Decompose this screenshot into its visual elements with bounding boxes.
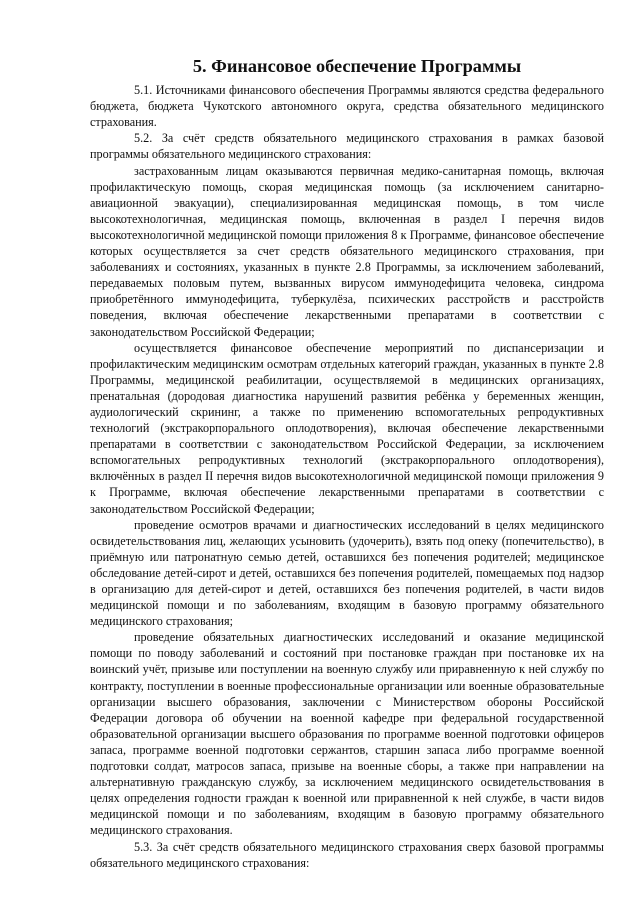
paragraph-military-exams: проведение обязательных диагностических исследований и оказание медицинской помощи по поводу заболеваний и состояний при постановке граждан при постановке их на воинский учёт, призыве или поступлении на военную службу или приравненную к ней службу по контракту, поступлении в военные профессиональные организации или военные образовательные организации высшего образования, заключении с Министерством обороны Российской Федерации договора об обучении на военной кафедре при федеральной государственной образовательной организации высшего образования по программе военной подготовки офицеров запаса, программе военной подготовки сержантов, старшин запаса либо программе военной подготовки солдат, матросов запаса, призыве на военные сборы, а также при направлении на альтернативную гражданскую службу, за исключением медицинского освидетельствования в целях определения годности граждан к военной или приравненной к ней службе, в части видов медицинской помощи и по заболеваниям, входящим в базовую программу обязательного медицинского страхования. [90,630,604,838]
paragraph-5-2: 5.2. За счёт средств обязательного медицинского страхования в рамках базовой программы обязательного медицинского страхования: [90,131,604,162]
paragraph-5-3: 5.3. За счёт средств обязательного медицинского страхования сверх базовой программы обязательного медицинского страхования: [90,839,604,870]
paragraph-adoption-exams: проведение осмотров врачами и диагностических исследований в целях медицинского освидетельствования лиц, желающих усыновить (удочерить), взять под опеку (попечительство), в приёмную или патронатную семью детей, оставшихся без попечения родителей; медицинское обследование детей-сирот и детей, оставшихся без попечения родителей, помещаемых под надзор в организацию для детей-сирот и детей, оставшихся без попечения родителей, в части видов медицинской помощи и по заболеваниям, входящим в базовую программу обязательного медицинского страхования; [90,517,604,629]
paragraph-screening-funding: осуществляется финансовое обеспечение мероприятий по диспансеризации и профилактическим медицинским осмотрам отдельных категорий граждан, указанных в пункте 2.8 Программы, медицинской реабилитации, осуществляемой в медицинских организациях, пренатальная (дородовая диагностика нарушений развития ребёнка у беременных женщин, аудиологический скрининг, а также по применению вспомогательных репродуктивных технологий (экстракорпорального оплодотворения), включая обеспечение лекарственными препаратами в соответствии с законодательством Российской Федерации, за исключением вспомогательных репродуктивных технологий (экстракорпорального оплодотворения), включённых в раздел II перечня видов высокотехнологичной медицинской помощи приложения 9 к Программе, включая обеспечение лекарственными препаратами в соответствии с законодательством Российской Федерации; [90,340,604,516]
paragraph-5-1: 5.1. Источниками финансового обеспечения Программы являются средства федерального бюджета, бюджета Чукотского автономного округа, средства обязательного медицинского страхования. [90,83,604,130]
paragraph-insured-care: застрахованным лицам оказываются первичная медико-санитарная помощь, включая профилактическую помощь, скорая медицинская помощь (за исключением санитарно-авиационной эвакуации), специализированная медицинская помощь, в том числе высокотехнологичная, медицинская помощь, включенная в раздел I перечня видов высокотехнологичной медицинской помощи приложения 8 к Программе, финансовое обеспечение которых осуществляется за счет средств обязательного медицинского страхования, при заболеваниях и состояниях, указанных в пункте 2.8 Программы, за исключением заболеваний, передаваемых половым путем, вызванных вирусом иммунодефицита человека, синдрома приобретённого иммунодефицита, туберкулёза, психических расстройств и расстройств поведения, включая обеспечение лекарственными препаратами в соответствии с законодательством Российской Федерации; [90,163,604,339]
section-title: 5. Финансовое обеспечение Программы [192,56,522,76]
